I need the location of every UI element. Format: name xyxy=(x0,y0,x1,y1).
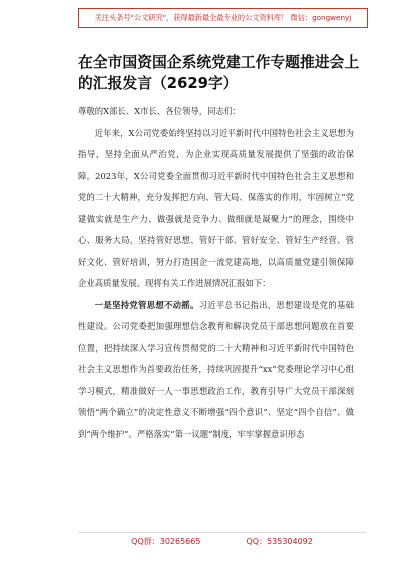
footer-contacts xyxy=(78,532,366,550)
paragraph-section-1 xyxy=(78,295,354,446)
paragraph-intro: 近年来，X公司党委始终坚持以习近平新时代中国特色社会主义思想为指导，坚持全面从严治党，为企业实现高质量发展提供了坚强的政治保障。2023年，X公司党委全面贯彻习近平新时代中国特色社会主义思想和党的二十大精神，充分发挥把方向、管大局、保落实的作用，牢固树立“党建做实就是生产力、做强就是竞争力、做细就是凝聚力”的理念，围绕中心、服务大局，坚持管好思想、管好干部、管好安全、管好生产经营、管好文化、管好培训，努力打造国企一流党建高地，以高质量党建引领保障企业高质量发展。现将有关工作进展情况汇报如下： xyxy=(78,127,354,288)
header-banner xyxy=(78,8,368,28)
salutation: 尊敬的X部长、X市长、各位领导，同志们： xyxy=(78,106,241,116)
document-body xyxy=(78,101,354,445)
document-title: 在全市国资国企系统党建工作专题推进会上的汇报发言（2629字） xyxy=(78,54,360,92)
section-heading: 一是坚持党管思想不动摇。 xyxy=(94,299,199,310)
qq-group: QQ群：30265665 xyxy=(131,537,201,546)
banner-text: 关注头条号"公文研究"，获得最新最全最专业的公文资料库！ 微信：gongwenyj xyxy=(94,13,352,22)
section-text: 习近平总书记指出，思想建设是党的基础性建设。公司党委把加强理想信念教育和解决党员干部思想问题放在首要位置，把持续深入学习宣传贯彻党的二十大精神和习近平新时代中国特色社会主义思想作为首要政治任务，持续巩固提升“xx”党委理论学习中心组学习模式，精准做好一人一事思想政治工作，教育引导广大党员干部深刻领悟“两个确立”的决定性意义不断增强“四个意识”、坚定“四个自信”、做到“两个维护”。严格落实“第一议题”制度，牢牢掌握意识形态 xyxy=(78,299,355,439)
qq-contact: QQ：535304092 xyxy=(246,537,313,546)
